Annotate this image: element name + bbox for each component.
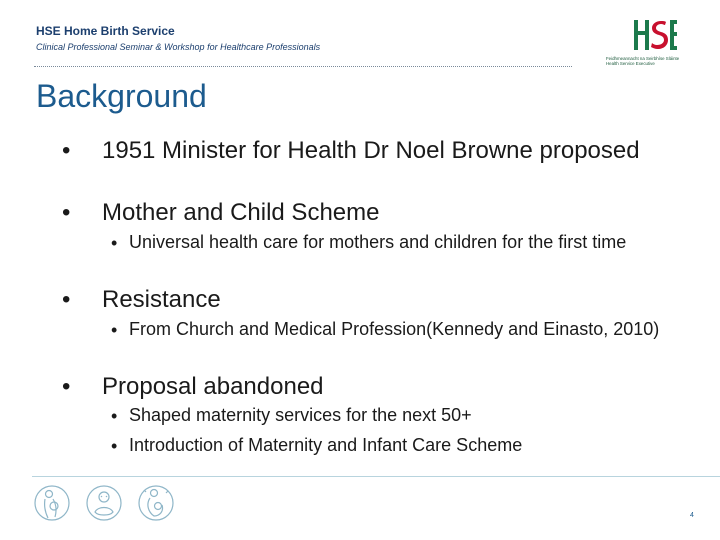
bullet-text: Resistance: [102, 286, 221, 313]
logo-text: [606, 56, 702, 67]
breastfeeding-icon: [139, 486, 173, 520]
bullet-marker: •: [62, 373, 71, 400]
baby-icon: [87, 486, 121, 520]
bullet-marker: •: [62, 199, 71, 226]
footer-divider: [32, 476, 720, 477]
bullet-marker: •: [62, 137, 71, 164]
sub-bullet-text: From Church and Medical Profession(Kennedy and Einasto, 2010): [129, 319, 660, 339]
bullet-text: Proposal abandoned: [102, 373, 324, 400]
bullet-text: Mother and Child Scheme: [102, 199, 380, 226]
hse-logo: [606, 18, 702, 68]
logo-text-english: Health Service Executive: [606, 61, 655, 67]
sub-bullet-text: Universal health care for mothers and children for the first time: [129, 232, 627, 252]
header-subtitle: Clinical Professional Seminar & Workshop for Healthcare Professionals: [36, 42, 321, 52]
bullet-text: 1951 Minister for Health Dr Noel Browne proposed: [102, 137, 640, 164]
logo-text-irish: Feidhmeannacht na Seirbhíse Sláinte: [606, 56, 680, 61]
sub-bullet-text: Shaped maternity services for the next 50+: [129, 405, 472, 425]
header-title: HSE Home Birth Service: [36, 24, 175, 38]
sub-bullet-marker: •: [111, 233, 118, 253]
sub-bullet-marker: •: [111, 320, 118, 340]
hse-logo-icon: [630, 18, 678, 52]
sub-bullet-text: Introduction of Maternity and Infant Care Scheme: [129, 435, 523, 455]
mother-child-icon: [35, 486, 69, 520]
page-number: 4: [690, 512, 694, 519]
slide-header: [36, 24, 320, 52]
sub-bullet-marker: •: [111, 406, 118, 426]
bullet-marker: •: [62, 286, 71, 313]
footer-illustrations: [34, 482, 184, 529]
header-divider: [34, 66, 572, 67]
slide-title: Background: [36, 78, 207, 114]
sub-bullet-marker: •: [111, 436, 118, 456]
